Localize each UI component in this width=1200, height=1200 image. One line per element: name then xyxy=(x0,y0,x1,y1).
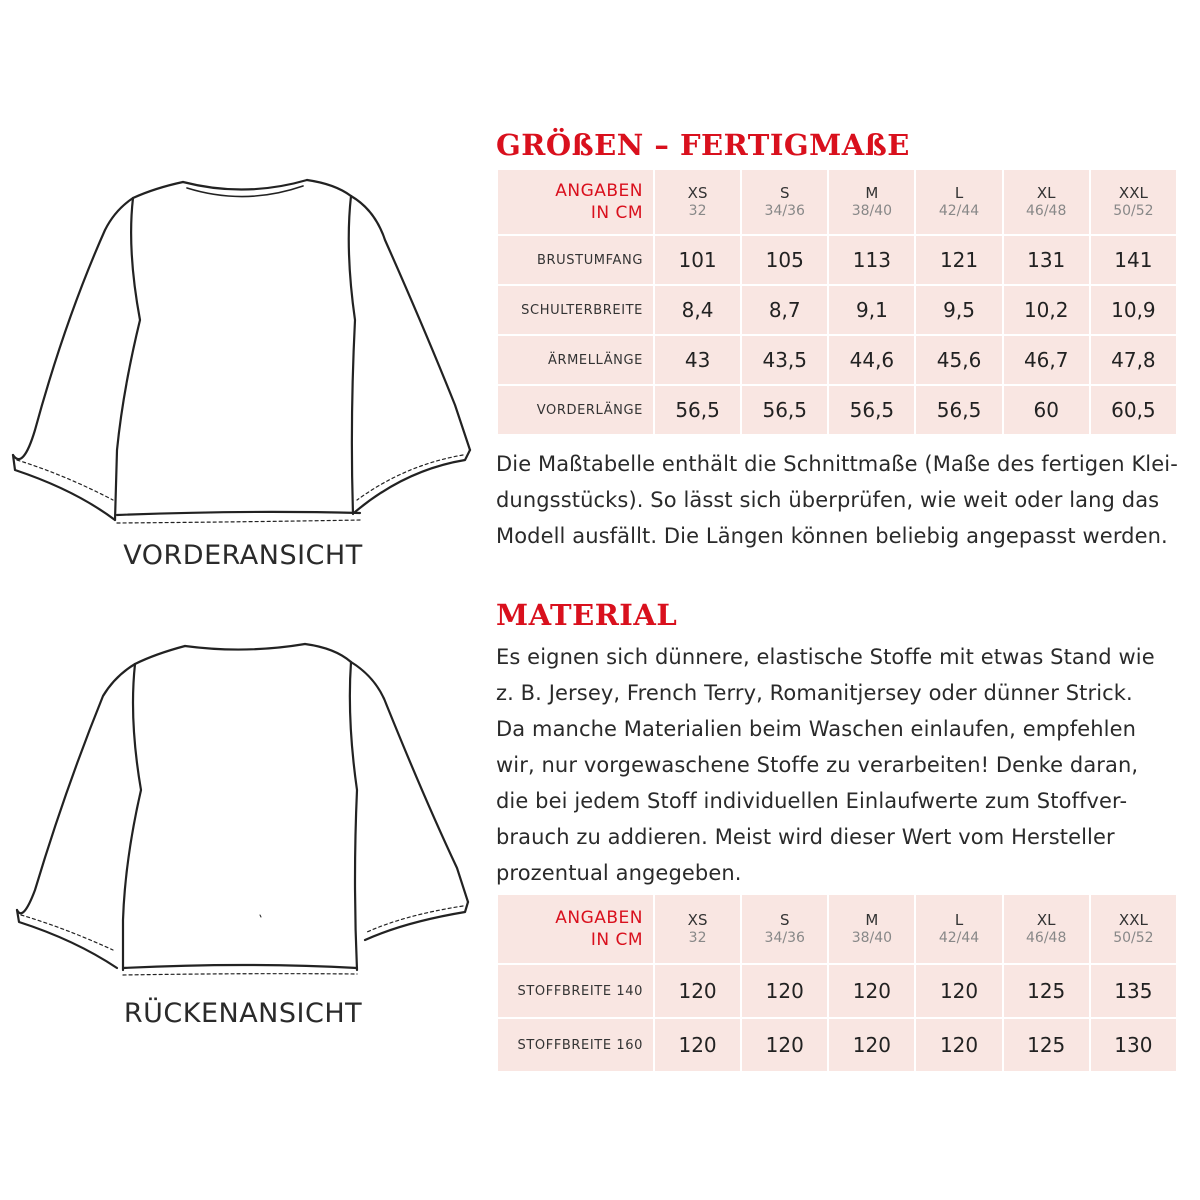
table-cell: 56,5 xyxy=(916,386,1001,436)
header-label-line1: ANGABEN xyxy=(555,181,643,201)
size-column-header xyxy=(1091,895,1176,965)
table-cell: 125 xyxy=(1004,965,1089,1019)
sizes-title: GRÖßEN – FERTIGMAßE xyxy=(496,128,910,162)
size-numbers: 42/44 xyxy=(938,203,980,219)
header-label-line2: IN CM xyxy=(590,203,643,223)
table-cell: 10,9 xyxy=(1091,286,1176,336)
front-view-label: VORDERANSICHT xyxy=(123,540,363,571)
header-label-cell xyxy=(498,170,653,236)
table-cell: 8,4 xyxy=(655,286,740,336)
size-numbers: 34/36 xyxy=(764,203,805,219)
size-numbers: 38/40 xyxy=(851,930,893,946)
size-name: XL xyxy=(1036,911,1056,929)
size-name: L xyxy=(954,184,964,202)
size-name: XS xyxy=(687,184,708,202)
table-cell: 131 xyxy=(1004,236,1089,286)
table-cell: 43 xyxy=(655,336,740,386)
table-cell: 135 xyxy=(1091,965,1176,1019)
table-cell: 120 xyxy=(742,965,827,1019)
row-label: BRUSTUMFANG xyxy=(498,236,653,286)
table-cell: 10,2 xyxy=(1004,286,1089,336)
material-text-line: Da manche Materialien beim Waschen einlaufen, empfehlen xyxy=(496,717,1137,741)
size-column-header xyxy=(655,895,740,965)
material-text-line: die bei jedem Stoff individuellen Einlaufwerte zum Stoffver- xyxy=(496,789,1128,813)
size-numbers: 32 xyxy=(688,203,707,219)
table-row xyxy=(498,386,1176,436)
row-label: ÄRMELLÄNGE xyxy=(498,336,653,386)
material-header-row xyxy=(498,895,1176,965)
size-name: XL xyxy=(1036,184,1056,202)
table-cell: 45,6 xyxy=(916,336,1001,386)
sizes-table xyxy=(496,170,1178,436)
size-column-header xyxy=(742,170,827,236)
size-column-header xyxy=(916,895,1001,965)
sizes-header-row xyxy=(498,170,1176,236)
table-cell: 120 xyxy=(829,1019,914,1073)
size-column-header xyxy=(916,170,1001,236)
size-column-header xyxy=(1004,895,1089,965)
table-cell: 47,8 xyxy=(1091,336,1176,386)
back-view-label: RÜCKENANSICHT xyxy=(123,998,363,1029)
table-row xyxy=(498,286,1176,336)
table-cell: 43,5 xyxy=(742,336,827,386)
material-table xyxy=(496,895,1178,1073)
size-column-header xyxy=(1091,170,1176,236)
material-text-line: wir, nur vorgewaschene Stoffe zu verarbeiten! Denke daran, xyxy=(496,753,1139,777)
size-name: S xyxy=(779,911,790,929)
material-text-line: z. B. Jersey, French Terry, Romanitjersey oder dünner Strick. xyxy=(496,681,1133,705)
header-label-cell xyxy=(498,895,653,965)
size-numbers: 42/44 xyxy=(938,930,980,946)
material-text-line: brauch zu addieren. Meist wird dieser Wert vom Hersteller xyxy=(496,825,1115,849)
size-numbers: 32 xyxy=(688,930,707,946)
row-label: STOFFBREITE 160 xyxy=(498,1019,653,1073)
size-name: XXL xyxy=(1118,184,1148,202)
table-cell: 113 xyxy=(829,236,914,286)
table-cell: 9,1 xyxy=(829,286,914,336)
size-name: M xyxy=(865,911,879,929)
table-row xyxy=(498,1019,1176,1073)
size-numbers: 46/48 xyxy=(1026,203,1067,219)
table-cell: 120 xyxy=(655,965,740,1019)
size-numbers: 50/52 xyxy=(1113,930,1154,946)
size-name: XS xyxy=(687,911,708,929)
table-cell: 120 xyxy=(829,965,914,1019)
size-name: S xyxy=(779,184,790,202)
sizes-note-line: Modell ausfällt. Die Längen können beliebig angepasst werden. xyxy=(496,524,1168,548)
row-label: SCHULTERBREITE xyxy=(498,286,653,336)
size-name: M xyxy=(865,184,879,202)
table-cell: 9,5 xyxy=(916,286,1001,336)
header-label-line2: IN CM xyxy=(590,930,643,950)
size-numbers: 38/40 xyxy=(851,203,893,219)
table-cell: 120 xyxy=(742,1019,827,1073)
table-cell: 60,5 xyxy=(1091,386,1176,436)
table-cell: 125 xyxy=(1004,1019,1089,1073)
size-numbers: 50/52 xyxy=(1113,203,1154,219)
table-cell: 8,7 xyxy=(742,286,827,336)
front-sweater-drawing xyxy=(5,170,475,530)
size-column-header xyxy=(829,895,914,965)
table-cell: 56,5 xyxy=(829,386,914,436)
size-name: L xyxy=(954,911,964,929)
size-numbers: 46/48 xyxy=(1026,930,1067,946)
size-column-header xyxy=(655,170,740,236)
sizes-note-line: dungsstücks). So lässt sich überprüfen, wie weit oder lang das xyxy=(496,488,1160,512)
sizes-note xyxy=(496,446,1186,554)
table-cell: 60 xyxy=(1004,386,1089,436)
material-text-line: Es eignen sich dünnere, elastische Stoffe mit etwas Stand wie xyxy=(496,645,1155,669)
table-cell: 44,6 xyxy=(829,336,914,386)
table-cell: 56,5 xyxy=(655,386,740,436)
size-column-header xyxy=(1004,170,1089,236)
front-view-sketch xyxy=(5,170,475,530)
table-cell: 105 xyxy=(742,236,827,286)
material-title: MATERIAL xyxy=(496,598,678,632)
table-cell: 120 xyxy=(655,1019,740,1073)
row-label: STOFFBREITE 140 xyxy=(498,965,653,1019)
sizes-note-line: Die Maßtabelle enthält die Schnittmaße (Maße des fertigen Klei- xyxy=(496,452,1178,476)
table-cell: 101 xyxy=(655,236,740,286)
table-cell: 120 xyxy=(916,965,1001,1019)
table-cell: 120 xyxy=(916,1019,1001,1073)
back-sweater-drawing xyxy=(5,640,475,990)
size-name: XXL xyxy=(1118,911,1148,929)
back-view-sketch xyxy=(5,640,475,990)
material-text xyxy=(496,639,1186,891)
table-cell: 121 xyxy=(916,236,1001,286)
table-row xyxy=(498,236,1176,286)
material-text-line: prozentual angegeben. xyxy=(496,861,742,885)
table-cell: 141 xyxy=(1091,236,1176,286)
size-column-header xyxy=(829,170,914,236)
table-cell: 56,5 xyxy=(742,386,827,436)
header-label-line1: ANGABEN xyxy=(555,908,643,928)
table-cell: 130 xyxy=(1091,1019,1176,1073)
table-cell: 46,7 xyxy=(1004,336,1089,386)
row-label: VORDERLÄNGE xyxy=(498,386,653,436)
size-numbers: 34/36 xyxy=(764,930,805,946)
table-row xyxy=(498,965,1176,1019)
size-column-header xyxy=(742,895,827,965)
table-row xyxy=(498,336,1176,386)
